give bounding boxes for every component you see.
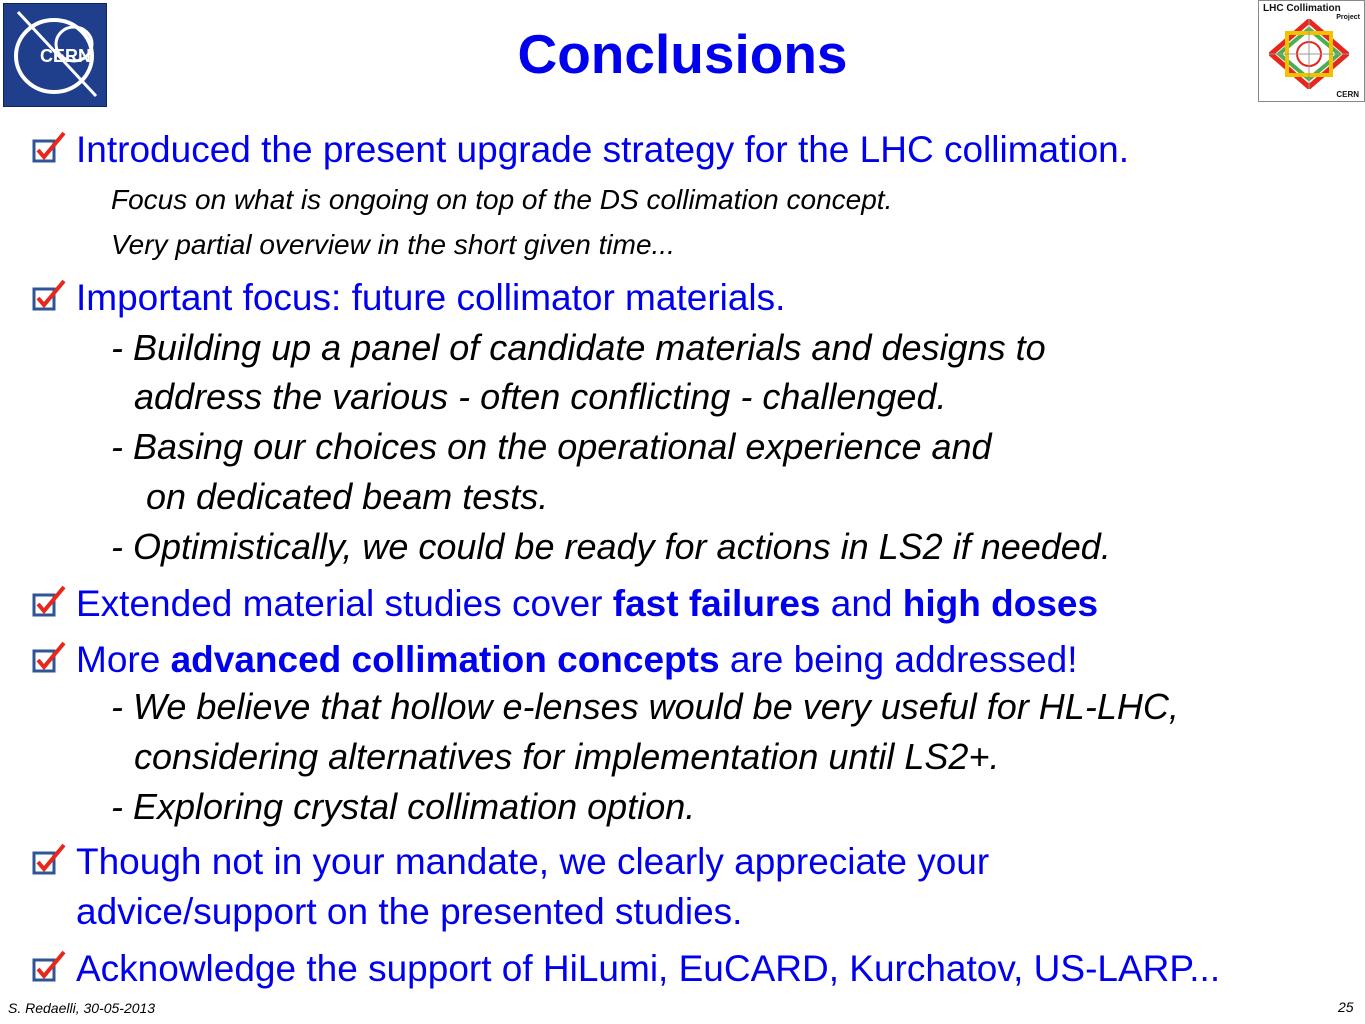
- bullet-2-subline-1: - Building up a panel of candidate materials and designs to: [111, 327, 1046, 368]
- bullet-4-subline-3: - Exploring crystal collimation option.: [111, 786, 696, 827]
- bullet-3: Extended material studies cover fast failures and high doses: [76, 583, 1099, 624]
- bullet-1-subline-2: Very partial overview in the short given time...: [111, 229, 675, 260]
- bullet-2-subline-3: - Basing our choices on the operational experience and: [111, 426, 992, 467]
- bullet-2-subline-5: - Optimistically, we could be ready for actions in LS2 if needed.: [111, 526, 1111, 567]
- bullet-6: Acknowledge the support of HiLumi, EuCARD, Kurchatov, US-LARP...: [76, 948, 1221, 989]
- checkbox-icon: [32, 950, 68, 982]
- checkbox-icon: [32, 279, 68, 311]
- bullet-4: More advanced collimation concepts are being addressed!: [76, 639, 1078, 680]
- checkbox-icon: [32, 131, 68, 163]
- checkbox-icon: [32, 843, 68, 875]
- footer-author-date: S. Redaelli, 30-05-2013: [8, 1000, 156, 1016]
- page-number: 25: [1338, 999, 1354, 1015]
- bullet-5: Though not in your mandate, we clearly appreciate your: [76, 841, 990, 882]
- bullet-4-subline-1: - We believe that hollow e-lenses would be very useful for HL-LHC,: [111, 686, 1179, 727]
- bullet-1-subline-1: Focus on what is ongoing on top of the DS collimation concept.: [111, 184, 893, 215]
- bullet-2-subline-2: address the various - often conflicting - challenged.: [134, 376, 947, 417]
- bullet-4-subline-2: considering alternatives for implementation until LS2+.: [134, 736, 1000, 777]
- svg-text:CERN: CERN: [40, 46, 92, 66]
- lhc-collimation-logo: LHC Collimation Project CERN: [1258, 0, 1365, 102]
- slide-title: Conclusions: [517, 23, 848, 85]
- bullet-2: Important focus: future collimator materials.: [76, 277, 786, 318]
- bullet-1: Introduced the present upgrade strategy for the LHC collimation.: [76, 129, 1130, 170]
- checkbox-icon: [32, 641, 68, 673]
- bullet-2-subline-4: on dedicated beam tests.: [146, 476, 549, 517]
- checkbox-icon: [32, 585, 68, 617]
- bullet-5-continuation: advice/support on the presented studies.: [76, 891, 743, 932]
